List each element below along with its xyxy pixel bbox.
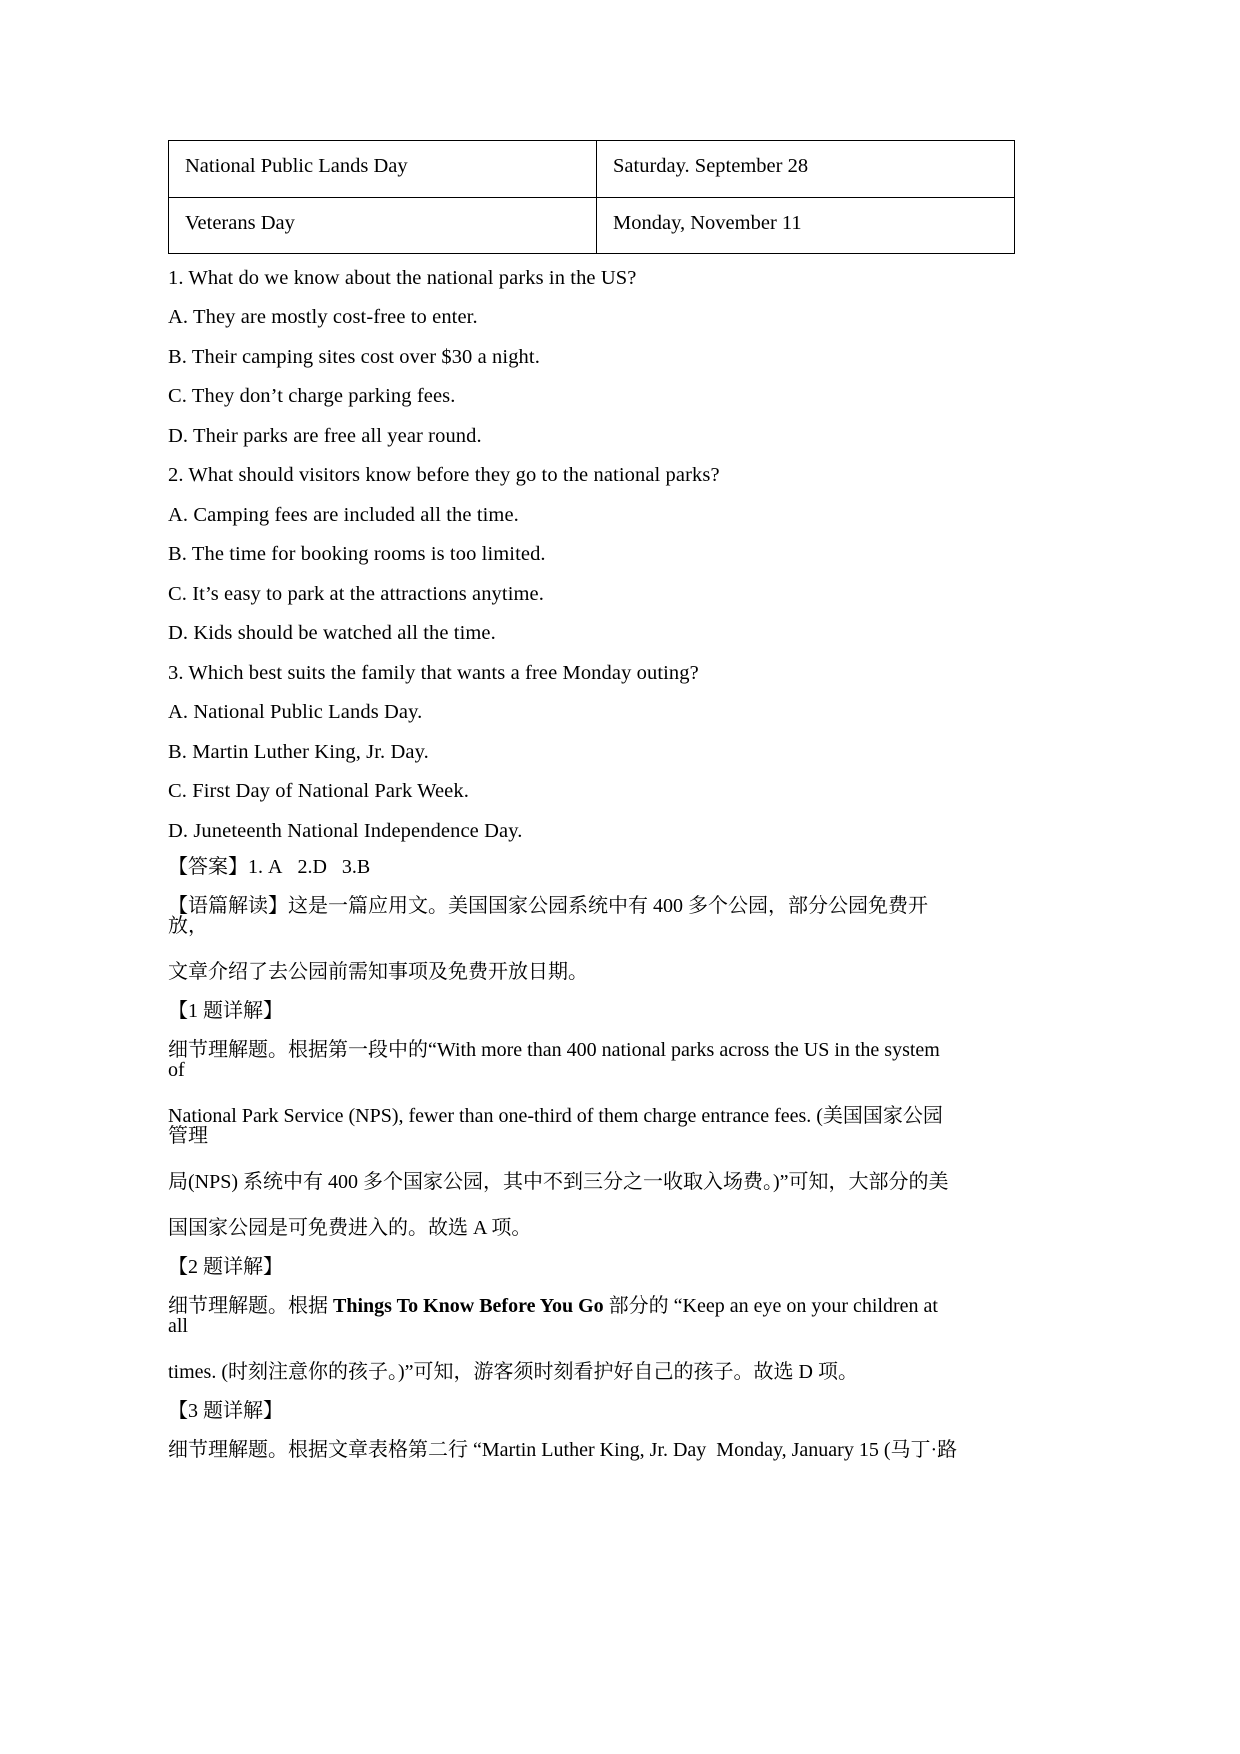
question-1-option-c: C. They don’t charge parking fees. (168, 385, 456, 408)
question-stem-1: 1. What do we know about the national parks in the US? (168, 266, 637, 289)
passage-text: 这是一篇应用文。美国国家公园系统中有 400 多个公园，部分公园免费开放， (168, 894, 928, 937)
question-3-option-b: B. Martin Luther King, Jr. Day. (168, 740, 429, 763)
explanation-1-line-3: 局(NPS) 系统中有 400 多个国家公园，其中不到三分之一收取入场费。)”可知，大部分的美 (168, 1170, 949, 1193)
passage-interpretation-line-2: 文章介绍了去公园前需知事项及免费开放日期。 (168, 960, 588, 983)
explanation-3-heading: 【3 题详解】 (168, 1399, 283, 1422)
answer-label: 【答案】 (168, 855, 248, 878)
holiday-name-cell: National Public Lands Day (169, 141, 597, 198)
question-1-option-a: A. They are mostly cost-free to enter. (168, 306, 478, 329)
table-row (169, 197, 1015, 254)
question-3-option-d: D. Juneteenth National Independence Day. (168, 819, 523, 842)
question-3-option-c: C. First Day of National Park Week. (168, 780, 469, 803)
explanation-2-heading: 【2 题详解】 (168, 1255, 283, 1278)
explanation-2-line-1 (168, 1283, 958, 1349)
explanation-1-heading: 【1 题详解】 (168, 999, 283, 1022)
explanation-2-suffix: 部分的 “Keep an eye on your children at all (168, 1294, 938, 1337)
question-stem-2: 2. What should visitors know before they go to the national parks? (168, 464, 720, 487)
holiday-table-body (169, 141, 1015, 254)
answer-value: 1. A 2.D 3.B (248, 855, 371, 878)
answer-line (168, 851, 1080, 883)
explanation-2-bold-phrase: Things To Know Before You Go (333, 1294, 604, 1317)
holiday-date-cell: Saturday. September 28 (597, 141, 1015, 198)
question-3-option-a: A. National Public Lands Day. (168, 701, 423, 724)
holiday-date-cell: Monday, November 11 (597, 197, 1015, 254)
question-2-option-b: B. The time for booking rooms is too limited. (168, 543, 546, 566)
table-row (169, 141, 1015, 198)
question-2-option-a: A. Camping fees are included all the time. (168, 503, 519, 526)
explanation-1-line-2: National Park Service (NPS), fewer than one-third of them charge entrance fees. (美国国家公园管理 (168, 1104, 943, 1147)
explanation-1-line-4: 国国家公园是可免费进入的。故选 A 项。 (168, 1216, 532, 1239)
explanation-1-line-1: 细节理解题。根据第一段中的“With more than 400 national parks across the US in the system of (168, 1038, 940, 1081)
question-2-option-c: C. It’s easy to park at the attractions anytime. (168, 582, 544, 605)
holiday-name-cell: Veterans Day (169, 197, 597, 254)
holiday-table (168, 140, 1015, 254)
question-2-option-d: D. Kids should be watched all the time. (168, 622, 496, 645)
passage-label: 【语篇解读】 (168, 894, 288, 917)
question-1-option-d: D. Their parks are free all year round. (168, 424, 482, 447)
explanation-2-prefix: 细节理解题。根据 (168, 1294, 333, 1317)
passage-interpretation-line-1 (168, 883, 958, 949)
question-stem-3: 3. Which best suits the family that wants a free Monday outing? (168, 661, 699, 684)
question-1-option-b: B. Their camping sites cost over $30 a night. (168, 345, 540, 368)
explanation-3-line-1: 细节理解题。根据文章表格第二行 “Martin Luther King, Jr. Day Monday, January 15 (马丁·路 (168, 1438, 958, 1461)
explanation-2-line-2: times. (时刻注意你的孩子。)”可知，游客须时刻看护好自己的孩子。故选 D 项。 (168, 1360, 858, 1383)
